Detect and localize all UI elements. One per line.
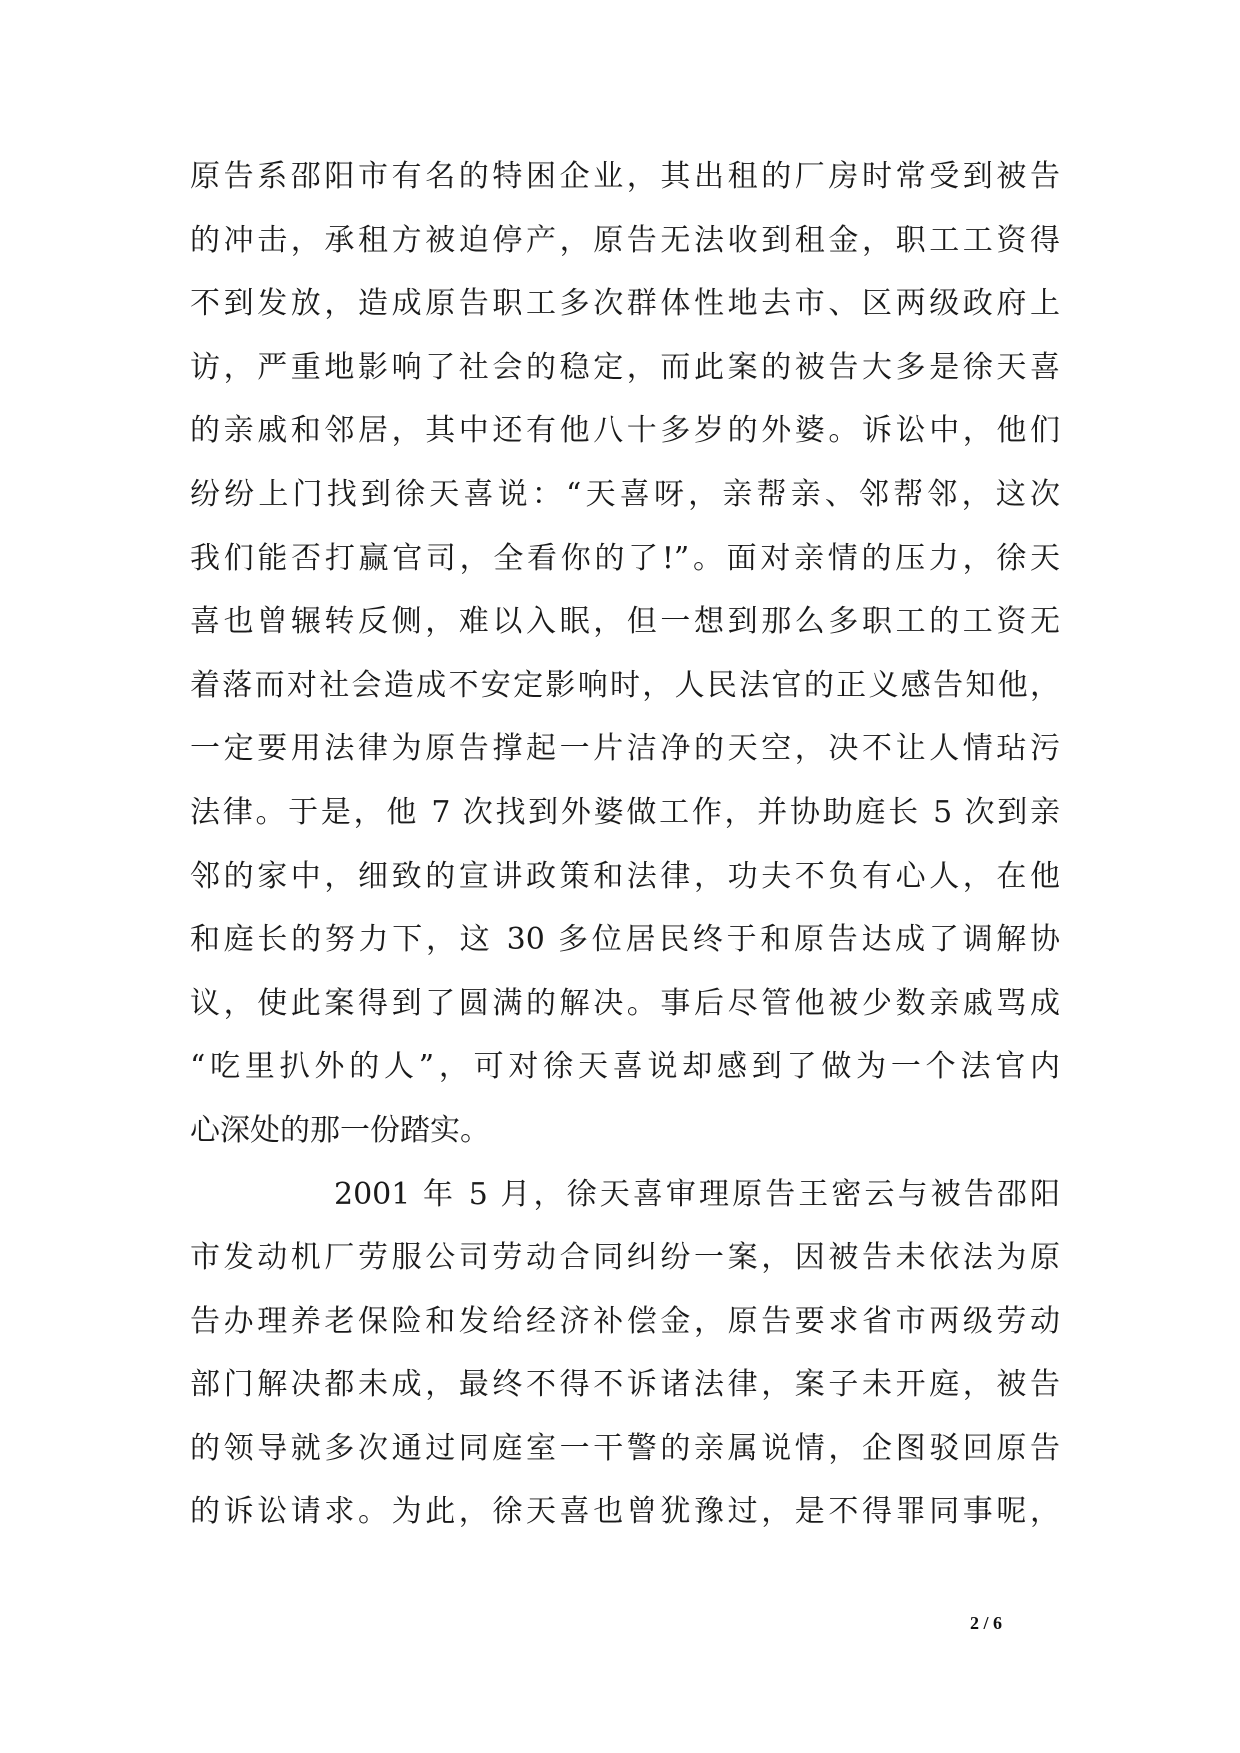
- text-line: 和庭长的努力下，这 30 多位居民终于和原告达成了调解协: [190, 922, 1060, 958]
- text-line: 的亲戚和邻居，其中还有他八十多岁的外婆。诉讼中，他们: [190, 413, 1060, 449]
- text-line: 法律。于是，他 7 次找到外婆做工作，并协助庭长 5 次到亲: [190, 794, 1060, 830]
- text-line: 不到发放，造成原告职工多次群体性地去市、区两级政府上: [190, 286, 1060, 322]
- text-line: 市发动机厂劳服公司劳动合同纠纷一案，因被告未依法为原: [190, 1240, 1060, 1276]
- text-line: 的冲击，承租方被迫停产，原告无法收到租金，职工工资得: [190, 222, 1060, 258]
- text-line: 部门解决都未成，最终不得不诉诸法律，案子未开庭，被告: [190, 1367, 1060, 1403]
- document-body: [190, 145, 1060, 1544]
- text-line: 一定要用法律为原告撑起一片洁净的天空，决不让人情玷污: [190, 731, 1060, 767]
- page-number: 2 / 6: [970, 1613, 1003, 1633]
- text-line: 我们能否打赢官司，全看你的了!”。面对亲情的压力，徐天: [190, 540, 1060, 576]
- text-line: 着落而对社会造成不安定影响时，人民法官的正义感告知他，: [190, 667, 1060, 703]
- paragraph: [190, 1163, 1060, 1545]
- text-line: 邻的家中，细致的宣讲政策和法律，功夫不负有心人，在他: [190, 858, 1060, 894]
- text-line: 心深处的那一份踏实。: [190, 1112, 490, 1148]
- text-line: 访，严重地影响了社会的稳定，而此案的被告大多是徐天喜: [190, 349, 1060, 385]
- text-line: “吃里扒外的人”，可对徐天喜说却感到了做为一个法官内: [190, 1049, 1060, 1085]
- text-line: 告办理养老保险和发给经济补偿金，原告要求省市两级劳动: [190, 1303, 1060, 1339]
- text-line: 原告系邵阳市有名的特困企业，其出租的厂房时常受到被告: [190, 159, 1060, 194]
- text-line: 喜也曾辗转反侧，难以入眠，但一想到那么多职工的工资无: [190, 604, 1060, 640]
- text-line: 2001 年 5 月，徐天喜审理原告王密云与被告邵阳: [334, 1176, 1060, 1212]
- text-line: 纷纷上门找到徐天喜说：“天喜呀，亲帮亲、邻帮邻，这次: [190, 476, 1060, 512]
- text-line: 的领导就多次通过同庭室一干警的亲属说情，企图驳回原告: [190, 1430, 1060, 1466]
- text-line: 的诉讼请求。为此，徐天喜也曾犹豫过，是不得罪同事呢，: [190, 1494, 1060, 1530]
- text-line: 议，使此案得到了圆满的解决。事后尽管他被少数亲戚骂成: [190, 985, 1060, 1021]
- paragraph: [190, 145, 1060, 1163]
